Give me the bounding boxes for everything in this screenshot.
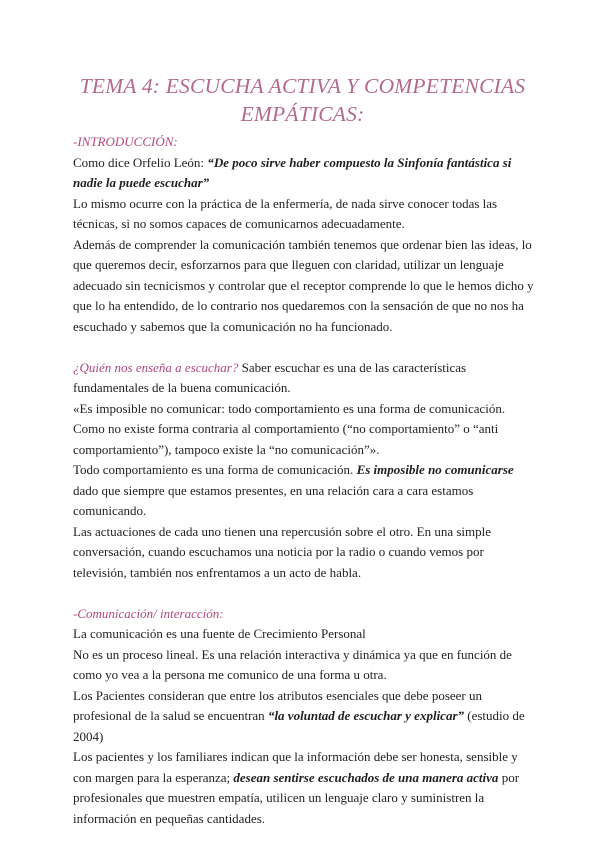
paragraph: Lo mismo ocurre con la práctica de la enfermería, de nada sirve conocer todas las técnicas, si no somos capaces de comunicarnos adecuadamente. bbox=[73, 195, 498, 231]
paragraph: No es un proceso lineal. Es una relación interactiva y dinámica ya que en función de como yo vea a la persona me comunico de una forma u otra. bbox=[73, 646, 512, 682]
p4-lead: Los pacientes y los familiares indican que la información debe ser honesta, sensible y con margen para la esperanza; bbox=[73, 749, 518, 785]
paragraph: Las actuaciones de cada uno tienen una repercusión sobre el otro. En una simple conversación, cuando escuchamos una noticia por la radio o cuando vemos por televisión, también nos enfrentamos a un acto de habla. bbox=[73, 523, 492, 580]
emphasis-text: desean sentirse escuchados de una manera activa bbox=[233, 769, 499, 785]
paragraph: La comunicación es una fuente de Crecimiento Personal bbox=[73, 626, 366, 641]
paragraph bbox=[73, 460, 535, 522]
section-heading-quien: ¿Quién nos enseña a escuchar? bbox=[73, 359, 239, 375]
p3-lead: Los Pacientes consideran que entre los atributos esenciales que debe poseer un profesional de la salud se encuentran bbox=[73, 687, 482, 723]
p3-rest: (estudio de 2004) bbox=[73, 708, 525, 744]
section-heading-introduccion: -INTRODUCCIÓN: bbox=[73, 134, 178, 149]
section-heading-comunicacion: -Comunicación/ interacción: bbox=[73, 605, 224, 621]
quote-text: “De poco sirve haber compuesto la Sinfonía fantástica si nadie la puede escuchar” bbox=[73, 154, 512, 190]
emphasis-text: Es imposible no comunicarse bbox=[356, 462, 514, 477]
paragraph: «Es imposible no comunicar: todo comportamiento es una forma de comunicación. Como no existe forma contraria al comportamiento (“no comportamiento” o “anti comportamiento”), tampoco existe la “no comunicación”». bbox=[73, 400, 506, 457]
paragraph: Además de comprender la comunicación también tenemos que ordenar bien las ideas, lo que queremos decir, esforzarnos para que lleguen con claridad, utilizar un lenguaje adecuado sin tecnicismos y controlar que el receptor comprende lo que le hemos dicho y que lo ha entendido, de lo contrario nos quedaremos con la sensación de que no nos ha escuchado y sabemos que la comunicación no ha funcionado. bbox=[73, 236, 534, 334]
p2-rest: dado que siempre que estamos presentes, en una relación cara a cara estamos comunicando. bbox=[73, 482, 474, 518]
paragraph bbox=[73, 686, 535, 748]
who-paragraph bbox=[73, 358, 535, 399]
paragraph bbox=[73, 747, 535, 829]
p2-lead: Todo comportamiento es una forma de comunicación. bbox=[73, 462, 357, 477]
document-body bbox=[73, 132, 535, 829]
p4-rest: por profesionales que muestren empatía, utilicen un lenguaje claro y suministren la información en pequeñas cantidades. bbox=[73, 769, 520, 826]
page-title: TEMA 4: ESCUCHA ACTIVA Y COMPETENCIAS EMPÁTICAS: bbox=[79, 74, 526, 126]
quote-paragraph bbox=[73, 153, 535, 194]
who-answer: Saber escuchar es una de las características fundamentales de la buena comunicación. bbox=[73, 359, 467, 395]
emphasis-quote: “la voluntad de escuchar y explicar” bbox=[267, 708, 465, 723]
quote-lead: Como dice Orfelio León: bbox=[73, 154, 208, 170]
